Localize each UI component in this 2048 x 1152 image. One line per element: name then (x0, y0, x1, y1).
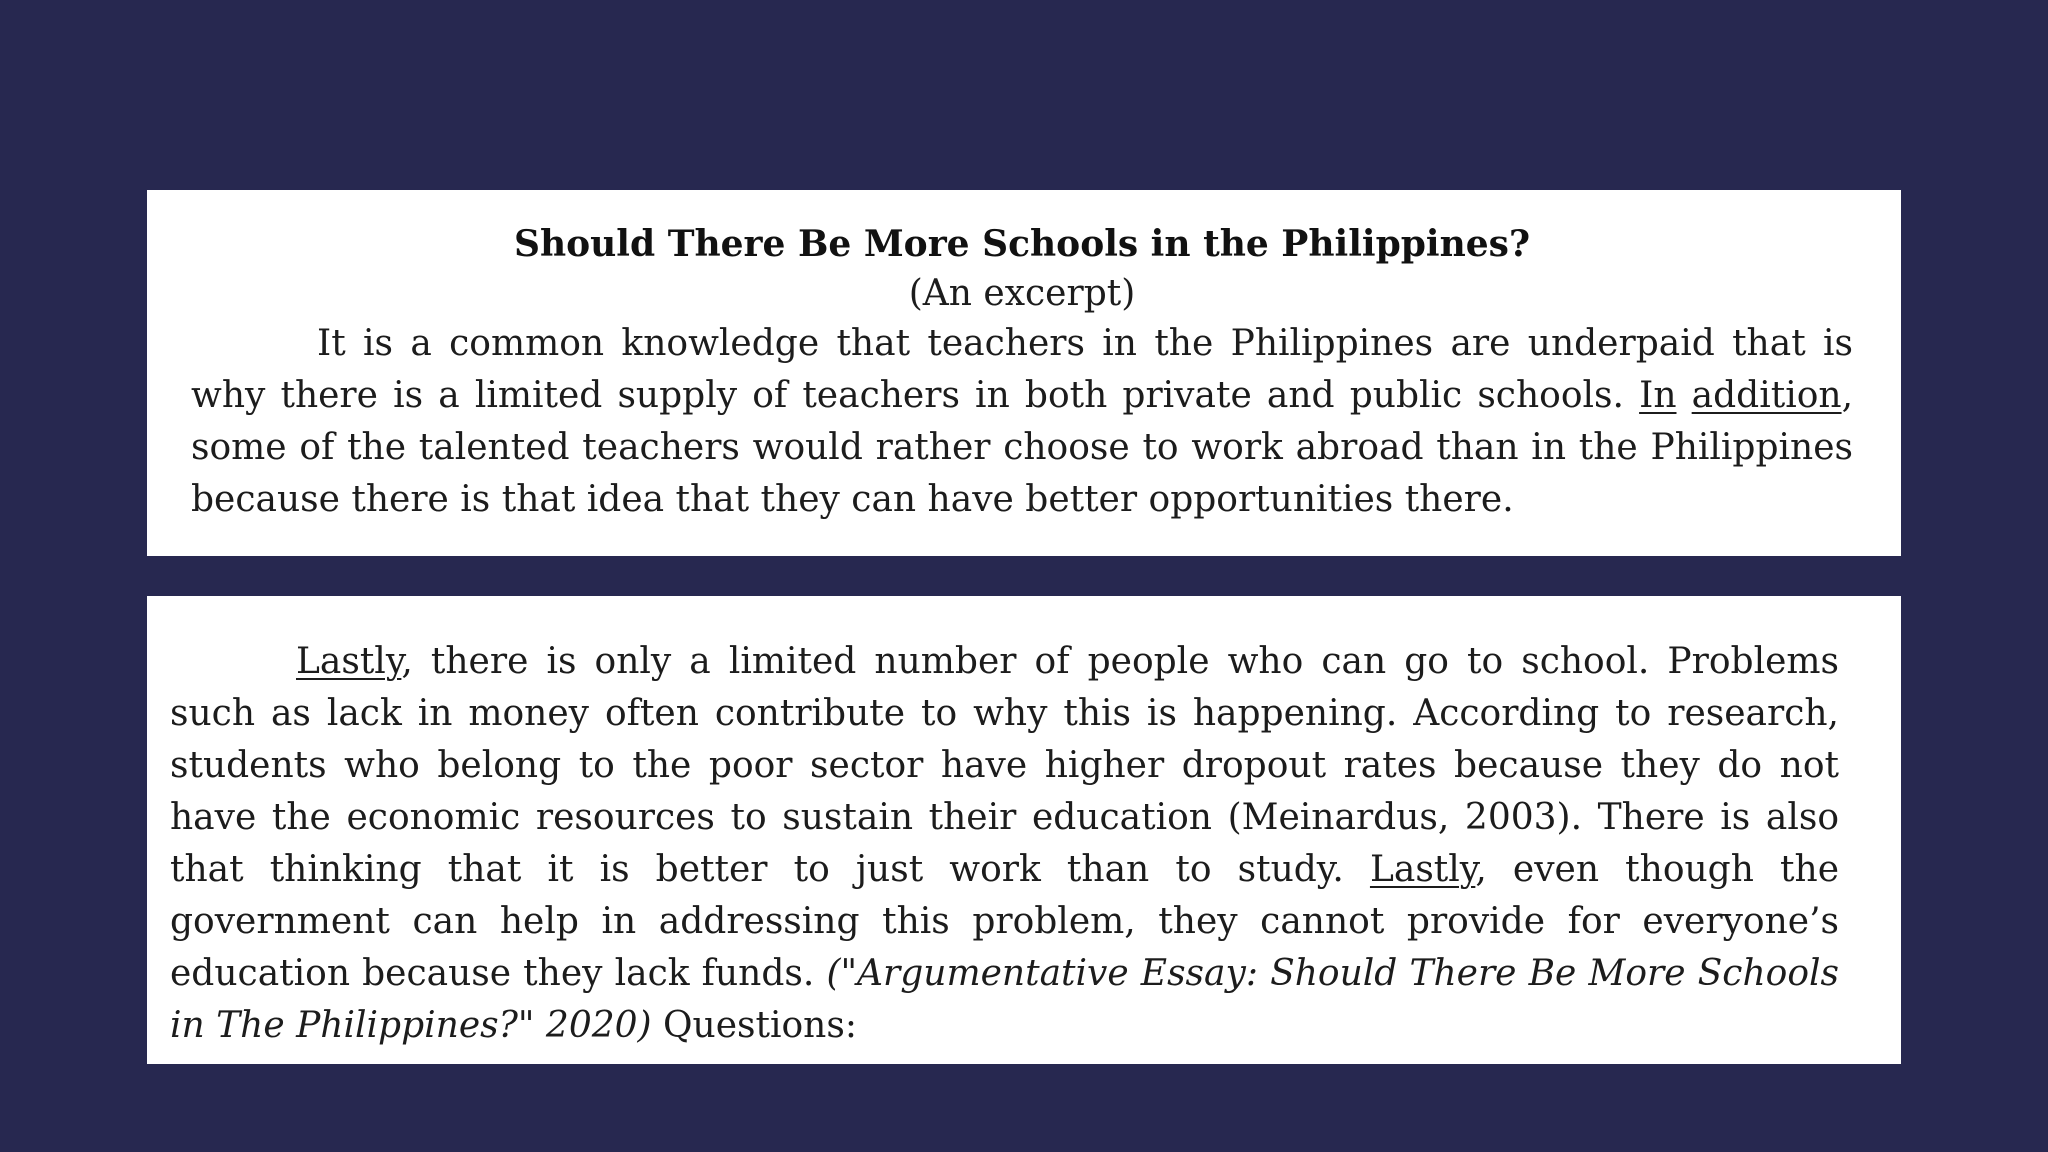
excerpt-subtitle: (An excerpt) (908, 273, 1136, 314)
paragraph-text: , there is only a limited number of people who can go to school. Problems such as lack in money often contribute to why this is happening. According to research, students who belong to the poor sector have higher dropout rates because they do not have the economic resources to sustain their education (Meinardus, 2003). There is also that thinking that it is better to just work than to study. (170, 641, 1839, 890)
questions-label: Questions: (663, 1005, 857, 1046)
underlined-word-lastly: Lastly (296, 641, 402, 682)
underlined-word-addition: addition (1691, 375, 1842, 416)
excerpt-paragraph-bottom (170, 636, 1839, 1052)
excerpt-paragraph-top (191, 318, 1853, 526)
paragraph-text: , some of the talented teachers would rather choose to work abroad than in the Philippines because there is that idea that they can have better opportunities there. (191, 375, 1854, 520)
excerpt-title: Should There Be More Schools in the Philippines? (513, 223, 1531, 265)
underlined-word-in: In (1639, 375, 1677, 416)
underlined-word-lastly: Lastly (1369, 849, 1476, 890)
paragraph-text: It is a common knowledge that teachers in the Philippines are underpaid that is why there is a limited supply of teachers in both private and public schools. (191, 323, 1853, 416)
excerpt-panel-top (147, 190, 1901, 556)
paragraph-text: , even though the government can help in addressing this problem, they cannot provide for everyone’s education because they lack funds. (170, 849, 1840, 994)
citation: ("Argumentative Essay: Should There Be More Schools in The Philippines?" 2020) (170, 953, 1839, 1046)
excerpt-panel-bottom (147, 596, 1901, 1064)
